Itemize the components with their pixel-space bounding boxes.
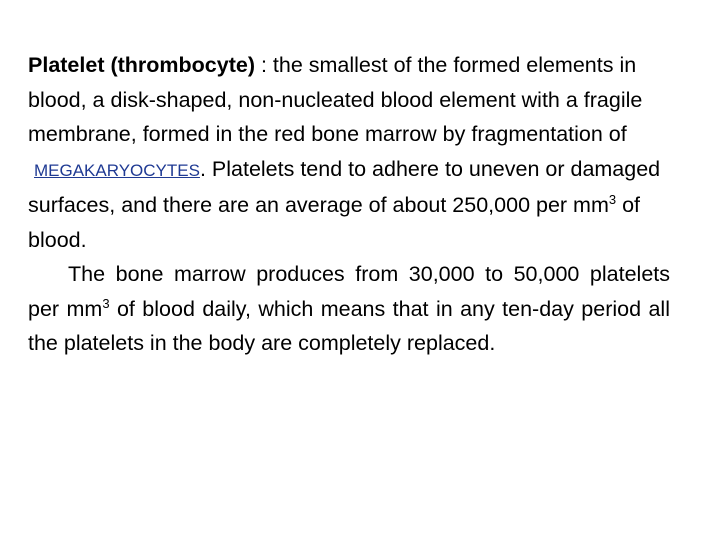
- production-text: The bone marrow produces from 30,000 to 50,000 platelets per mm: [28, 262, 670, 321]
- production-text-end: of blood daily, which means that in any ten-day period all the platelets in the body are completely replaced.: [28, 296, 670, 355]
- megakaryocytes-link[interactable]: MEGAKARYOCYTES: [34, 160, 200, 180]
- definition-text-continued: . Platelets tend to adhere to uneven or damaged surfaces, and there are an average of about 250,000 per mm: [28, 156, 661, 217]
- definition-text-end: of blood.: [28, 193, 641, 252]
- superscript-3: 3: [102, 295, 110, 311]
- definition-paragraph: [28, 48, 670, 257]
- superscript-3: 3: [608, 191, 617, 207]
- definition-text: : the smallest of the formed elements in blood, a disk-shaped, non-nucleated blood element with a fragile membrane, formed in the red bone marrow by fragmentation of: [28, 53, 643, 146]
- slide-body: [28, 48, 670, 361]
- production-paragraph: [28, 257, 670, 361]
- definition-term: Platelet (thrombocyte): [28, 53, 255, 77]
